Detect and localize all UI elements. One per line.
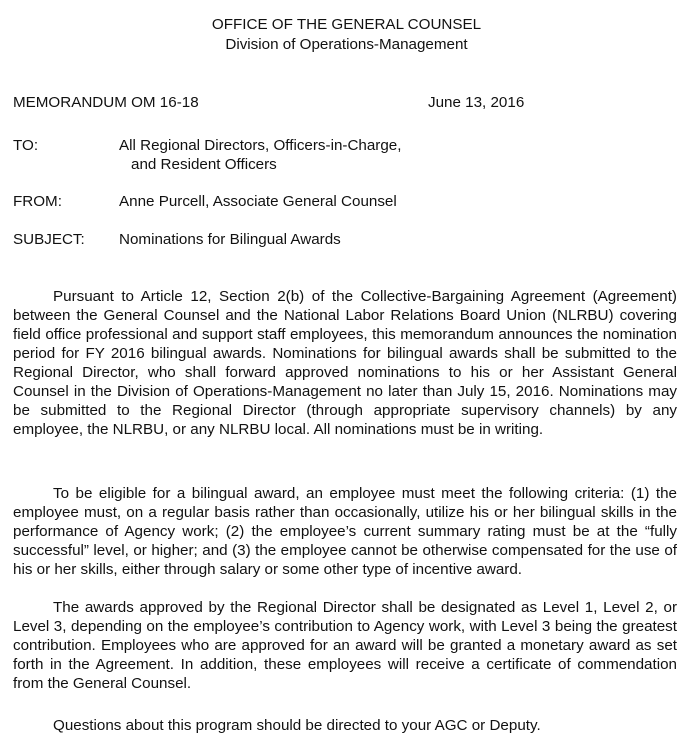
from-value: Anne Purcell, Associate General Counsel [119,193,397,210]
body-paragraph-2 [13,484,677,579]
body-paragraph-3 [13,598,677,693]
to-recipients-line-1: All Regional Directors, Officers-in-Charge, [119,137,402,154]
to-label: TO: [13,137,39,154]
body-paragraph-4-text: Questions about this program should be directed to your AGC or Deputy. [53,717,541,734]
body-paragraph-1 [13,287,677,439]
to-recipients-line-2: and Resident Officers [131,156,277,173]
subject-label: SUBJECT: [13,231,85,248]
body-paragraph-2-text: To be eligible for a bilingual award, an employee must meet the following criteria: (1) the employee must, on a regular basis rather than occasionally, utilize his or her bilingual skills in the performance of Agency work; (2) the employee’s current summary rating must be at the “fully successful” level, or higher; and (3) the employee cannot be otherwise compensated for the use of his or her skills, either through salary or some other type of incentive award. [13,485,677,578]
body-paragraph-1-text: Pursuant to Article 12, Section 2(b) of the Collective-Bargaining Agreement (Agreement) between the General Counsel and the National Labor Relations Board Union (NLRBU) covering field office professional and support staff employees, this memorandum announces the nomination period for FY 2016 bilingual awards. Nominations for bilingual awards shall be submitted to the Regional Director, who shall forward approved nominations to his or her Assistant General Counsel in the Division of Operations-Management no later than July 15, 2016. Nominations may be submitted to the Regional Director (through appropriate supervisory channels) by any employee, the NLRBU, or any NLRBU local. All nominations must be in writing. [13,288,677,438]
subject-value: Nominations for Bilingual Awards [119,231,341,248]
memorandum-number: MEMORANDUM OM 16-18 [13,94,199,111]
office-title: OFFICE OF THE GENERAL COUNSEL [211,16,482,33]
body-paragraph-4 [13,716,677,735]
from-label: FROM: [13,193,62,210]
memo-date: June 13, 2016 [428,94,525,111]
division-subtitle: Division of Operations-Management [225,36,468,53]
body-paragraph-3-text: The awards approved by the Regional Director shall be designated as Level 1, Level 2, or Level 3, depending on the employee’s contribution to Agency work, with Level 3 being the greatest contribution. Employees who are approved for an award will be granted a monetary award as set forth in the Agreement. In addition, these employees will receive a certificate of commendation from the General Counsel. [13,599,677,692]
